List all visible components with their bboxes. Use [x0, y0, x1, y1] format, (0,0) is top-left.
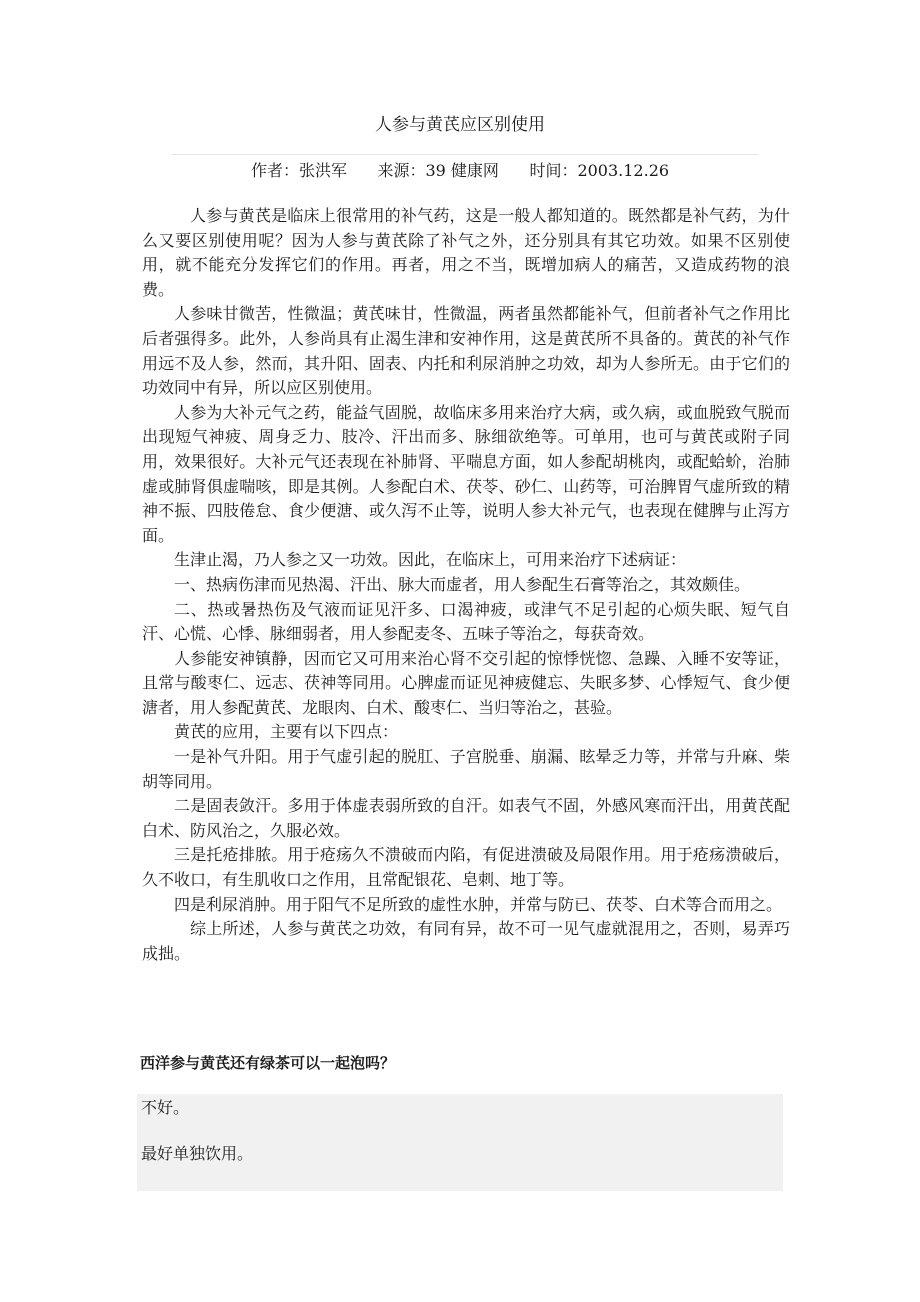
meta-author: 作者：张洪军 — [250, 161, 347, 180]
article-paragraph: 黄芪的应用，主要有以下四点： — [174, 722, 399, 742]
article-paragraph: 一是补气升阳。用于气虚引起的脱肛、子宫脱垂、崩漏、眩晕乏力等，并常与升麻、柴胡等同用。 — [142, 747, 790, 791]
qa-answer-box — [137, 1094, 783, 1191]
article-paragraph: 综上所述，人参与黄芪之功效，有同有异，故不可一见气虚就混用之，否则，易弄巧成拙。 — [142, 919, 790, 963]
meta-source: 来源：39 健康网 — [377, 161, 499, 180]
article-meta — [0, 159, 920, 183]
article-paragraph: 人参与黄芪是临床上很常用的补气药，这是一般人都知道的。既然都是补气药，为什么又要区别使用呢？因为人参与黄芪除了补气之外，还分别具有其它功效。如果不区别使用，就不能充分发挥它们的作用。再者，用之不当，既增加病人的痛苦，又造成药物的浪费。 — [142, 206, 790, 299]
qa-answer-line: 最好单独饮用。 — [141, 1144, 254, 1163]
article-paragraph: 二是固表敛汗。多用于体虚表弱所致的自汗。如表气不固，外感风寒而汗出，用黄芪配白术、防风治之，久服必效。 — [142, 796, 790, 840]
article-paragraph: 生津止渴，乃人参之又一功效。因此，在临床上，可用来治疗下述病证： — [174, 550, 687, 570]
article-paragraph: 人参为大补元气之药，能益气固脱，故临床多用来治疗大病，或久病，或血脱致气脱而出现短气神疲、周身乏力、肢冷、汗出而多、脉细欲绝等。可单用，也可与黄芪或附子同用，效果很好。大补元气还表现在补肺肾、平喘息方面，如人参配胡桃肉，或配蛤蚧，治肺虚或肺肾俱虚喘咳，即是其例。人参配白术、茯苓、砂仁、山药等，可治脾胃气虚所致的精神不振、四肢倦怠、食少便溏、或久泻不止等，说明人参大补元气，也表现在健脾与止泻方面。 — [142, 402, 790, 545]
article-paragraph: 人参味甘微苦，性微温；黄芪味甘，性微温，两者虽然都能补气，但前者补气之作用比后者强得多。此外，人参尚具有止渴生津和安神作用，这是黄芪所不具备的。黄芪的补气作用远不及人参，然而，其升阳、固表、内托和利尿消肿之功效，却为人参所无。由于它们的功效同中有异，所以应区别使用。 — [142, 304, 790, 398]
qa-answer-line: 不好。 — [141, 1098, 190, 1117]
article-paragraph: 二、热或暑热伤及气液而证见汗多、口渴神疲，或津气不足引起的心烦失眠、短气自汗、心慌、心悸、脉细弱者，用人参配麦冬、五味子等治之，每获奇效。 — [142, 599, 790, 644]
qa-question: 西洋参与黄芪还有绿茶可以一起泡吗？ — [140, 1054, 396, 1072]
article-paragraph: 人参能安神镇静，因而它又可用来治心肾不交引起的惊悸恍惚、急躁、入睡不安等证，且常与酸枣仁、远志、茯神等同用。心脾虚而证见神疲健忘、失眠多梦、心悸短气、食少便溏者，用人参配黄芪、龙眼肉、白术、酸枣仁、当归等治之，甚验。 — [142, 648, 790, 717]
title-divider — [172, 154, 758, 155]
article-paragraph: 三是托疮排脓。用于疮疡久不溃破而内陷，有促进溃破及局限作用。用于疮疡溃破后，久不收口，有生肌收口之作用，且常配银花、皂刺、地丁等。 — [142, 845, 790, 890]
article-title: 人参与黄芪应区别使用 — [375, 115, 545, 135]
meta-time: 时间：2003.12.26 — [529, 161, 670, 180]
article-paragraph: 一、热病伤津而见热渴、汗出、脉大而虚者，用人参配生石膏等治之，其效颇佳。 — [174, 574, 751, 594]
article-body — [142, 204, 790, 966]
article-paragraph: 四是利尿消肿。用于阳气不足所致的虚性水肿，并常与防已、茯苓、白术等合而用之。 — [174, 894, 783, 914]
